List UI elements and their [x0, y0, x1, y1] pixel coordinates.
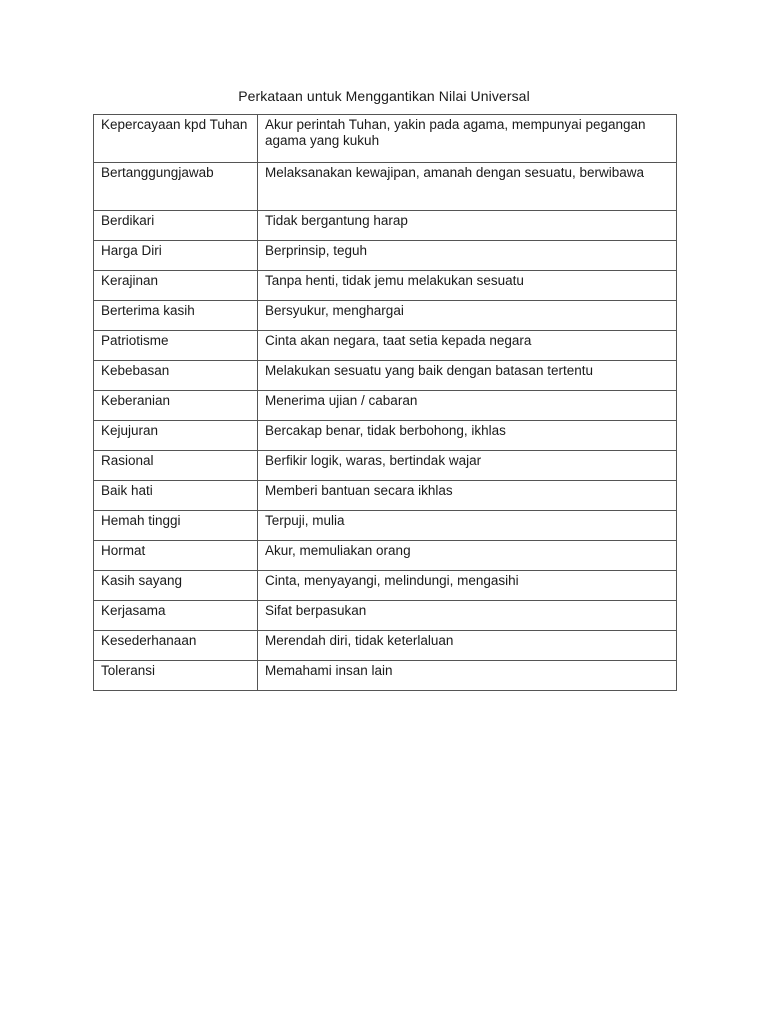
value-name-cell: Hemah tinggi: [94, 511, 258, 541]
value-name-cell: Keberanian: [94, 391, 258, 421]
value-name-cell: Harga Diri: [94, 241, 258, 271]
value-meaning-cell: Menerima ujian / cabaran: [258, 391, 677, 421]
table-row: [94, 115, 677, 163]
document-title: Perkataan untuk Menggantikan Nilai Universal: [238, 88, 530, 104]
table-row: [94, 571, 677, 601]
value-name-cell: Kejujuran: [94, 421, 258, 451]
value-name-cell: Berterima kasih: [94, 301, 258, 331]
value-meaning-cell: Memahami insan lain: [258, 661, 677, 691]
values-table: [93, 114, 677, 691]
value-name-cell: Kepercayaan kpd Tuhan: [94, 115, 258, 163]
table-row: [94, 661, 677, 691]
table-row: [94, 451, 677, 481]
value-meaning-cell: Akur, memuliakan orang: [258, 541, 677, 571]
value-meaning-cell: Akur perintah Tuhan, yakin pada agama, mempunyai pegangan agama yang kukuh: [258, 115, 677, 163]
value-meaning-cell: Sifat berpasukan: [258, 601, 677, 631]
value-meaning-cell: Merendah diri, tidak keterlaluan: [258, 631, 677, 661]
value-meaning-cell: Melaksanakan kewajipan, amanah dengan sesuatu, berwibawa: [258, 163, 677, 211]
table-row: [94, 391, 677, 421]
table-row: [94, 163, 677, 211]
value-meaning-cell: Terpuji, mulia: [258, 511, 677, 541]
value-meaning-cell: Berprinsip, teguh: [258, 241, 677, 271]
value-meaning-cell: Melakukan sesuatu yang baik dengan batasan tertentu: [258, 361, 677, 391]
table-row: [94, 421, 677, 451]
value-meaning-cell: Tanpa henti, tidak jemu melakukan sesuatu: [258, 271, 677, 301]
value-name-cell: Kerjasama: [94, 601, 258, 631]
value-name-cell: Kebebasan: [94, 361, 258, 391]
value-meaning-cell: Bersyukur, menghargai: [258, 301, 677, 331]
table-row: [94, 271, 677, 301]
value-meaning-cell: Memberi bantuan secara ikhlas: [258, 481, 677, 511]
value-meaning-cell: Cinta, menyayangi, melindungi, mengasihi: [258, 571, 677, 601]
table-row: [94, 631, 677, 661]
table-row: [94, 601, 677, 631]
table-row: [94, 541, 677, 571]
value-name-cell: Baik hati: [94, 481, 258, 511]
value-meaning-cell: Bercakap benar, tidak berbohong, ikhlas: [258, 421, 677, 451]
value-name-cell: Berdikari: [94, 211, 258, 241]
value-name-cell: Toleransi: [94, 661, 258, 691]
values-table-body: [94, 115, 677, 691]
value-name-cell: Kasih sayang: [94, 571, 258, 601]
table-row: [94, 241, 677, 271]
table-row: [94, 511, 677, 541]
value-name-cell: Patriotisme: [94, 331, 258, 361]
value-meaning-cell: Berfikir logik, waras, bertindak wajar: [258, 451, 677, 481]
value-name-cell: Kerajinan: [94, 271, 258, 301]
table-row: [94, 211, 677, 241]
value-name-cell: Kesederhanaan: [94, 631, 258, 661]
value-meaning-cell: Cinta akan negara, taat setia kepada negara: [258, 331, 677, 361]
value-name-cell: Bertanggungjawab: [94, 163, 258, 211]
table-row: [94, 481, 677, 511]
table-row: [94, 301, 677, 331]
table-row: [94, 361, 677, 391]
table-row: [94, 331, 677, 361]
value-name-cell: Rasional: [94, 451, 258, 481]
value-meaning-cell: Tidak bergantung harap: [258, 211, 677, 241]
value-name-cell: Hormat: [94, 541, 258, 571]
